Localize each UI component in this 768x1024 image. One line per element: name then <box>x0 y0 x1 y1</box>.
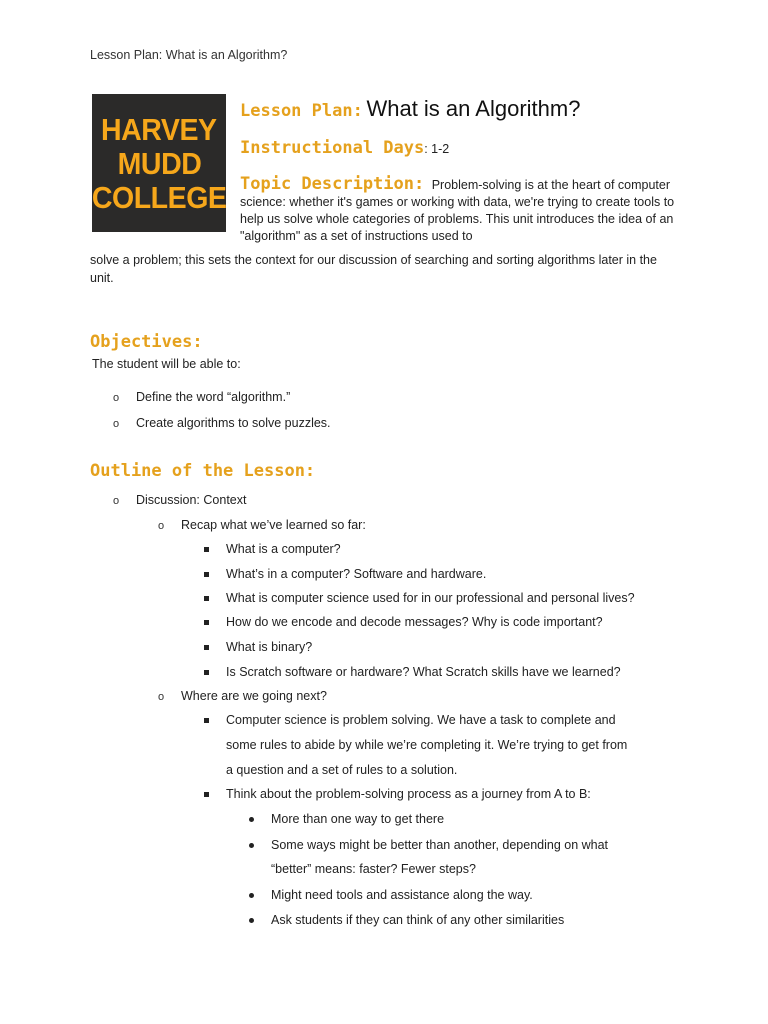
topic-description <box>240 174 690 245</box>
square-bullet-icon <box>204 620 209 625</box>
logo-line-3: COLLEGE <box>91 180 227 215</box>
circle-bullet-icon: o <box>113 418 120 430</box>
circle-bullet-icon: o <box>113 392 120 404</box>
circle-bullet-icon: o <box>158 691 165 703</box>
page-header: Lesson Plan: What is an Algorithm? <box>90 48 288 62</box>
journey-item: More than one way to get there <box>271 812 445 826</box>
recap-item: What is a computer? <box>226 542 341 556</box>
dot-bullet-icon <box>249 843 254 848</box>
circle-bullet-icon: o <box>113 495 120 507</box>
outline-heading: Outline of the Lesson: <box>90 461 316 481</box>
instructional-days <box>240 138 449 158</box>
objectives-intro: The student will be able to: <box>92 357 241 371</box>
topic-description-text: Problem-solving is at the heart of computer science: whether it's games or working with data, we're trying to create tools to help us solve whole categories of problems. This unit introduces the idea of an "algorithm" as a set of instructions used to <box>240 178 675 243</box>
next-item-line: some rules to abide by while we’re completing it. We’re trying to get from <box>226 738 628 752</box>
square-bullet-icon <box>204 572 209 577</box>
lesson-title: What is an Algorithm? <box>366 96 581 121</box>
dot-bullet-icon <box>249 893 254 898</box>
square-bullet-icon <box>204 670 209 675</box>
objectives-heading: Objectives: <box>90 332 203 352</box>
recap-item: What’s in a computer? Software and hardware. <box>226 567 487 581</box>
journey-item-continued: “better” means: faster? Fewer steps? <box>271 862 476 876</box>
objective-item: Define the word “algorithm.” <box>136 390 291 404</box>
outline-item-next: Where are we going next? <box>181 689 327 703</box>
logo-line-2: MUDD <box>117 146 201 181</box>
journey-item: Might need tools and assistance along the way. <box>271 888 533 902</box>
square-bullet-icon <box>204 792 209 797</box>
next-item-journey: Think about the problem-solving process as a journey from A to B: <box>226 787 591 801</box>
circle-bullet-icon: o <box>158 520 165 532</box>
journey-item: Some ways might be better than another, depending on what <box>271 838 609 852</box>
topic-description-continued: solve a problem; this sets the context for our discussion of searching and sorting algorithms later in the unit. <box>90 253 657 285</box>
logo-line-1: HARVEY <box>101 112 217 147</box>
instructional-days-label: Instructional Days <box>240 138 425 158</box>
recap-item: Is Scratch software or hardware? What Scratch skills have we learned? <box>226 665 621 679</box>
square-bullet-icon <box>204 645 209 650</box>
square-bullet-icon <box>204 718 209 723</box>
recap-item: What is computer science used for in our professional and personal lives? <box>226 591 635 605</box>
square-bullet-icon <box>204 547 209 552</box>
lesson-plan-label: Lesson Plan: <box>240 101 363 121</box>
dot-bullet-icon <box>249 918 254 923</box>
next-item-line: Computer science is problem solving. We have a task to complete and <box>226 713 616 727</box>
objective-item: Create algorithms to solve puzzles. <box>136 416 331 430</box>
journey-item: Ask students if they can think of any other similarities <box>271 913 565 927</box>
recap-item: What is binary? <box>226 640 313 654</box>
dot-bullet-icon <box>249 817 254 822</box>
lesson-plan-title <box>240 96 580 122</box>
harvey-mudd-logo <box>92 94 226 232</box>
topic-description-label: Topic Description: <box>240 174 425 194</box>
outline-item-discussion: Discussion: Context <box>136 493 247 507</box>
square-bullet-icon <box>204 596 209 601</box>
recap-item: How do we encode and decode messages? Why is code important? <box>226 615 603 629</box>
instructional-days-value: : 1-2 <box>424 142 450 156</box>
next-item-line: a question and a set of rules to a solution. <box>226 763 458 777</box>
outline-item-recap: Recap what we’ve learned so far: <box>181 518 366 532</box>
